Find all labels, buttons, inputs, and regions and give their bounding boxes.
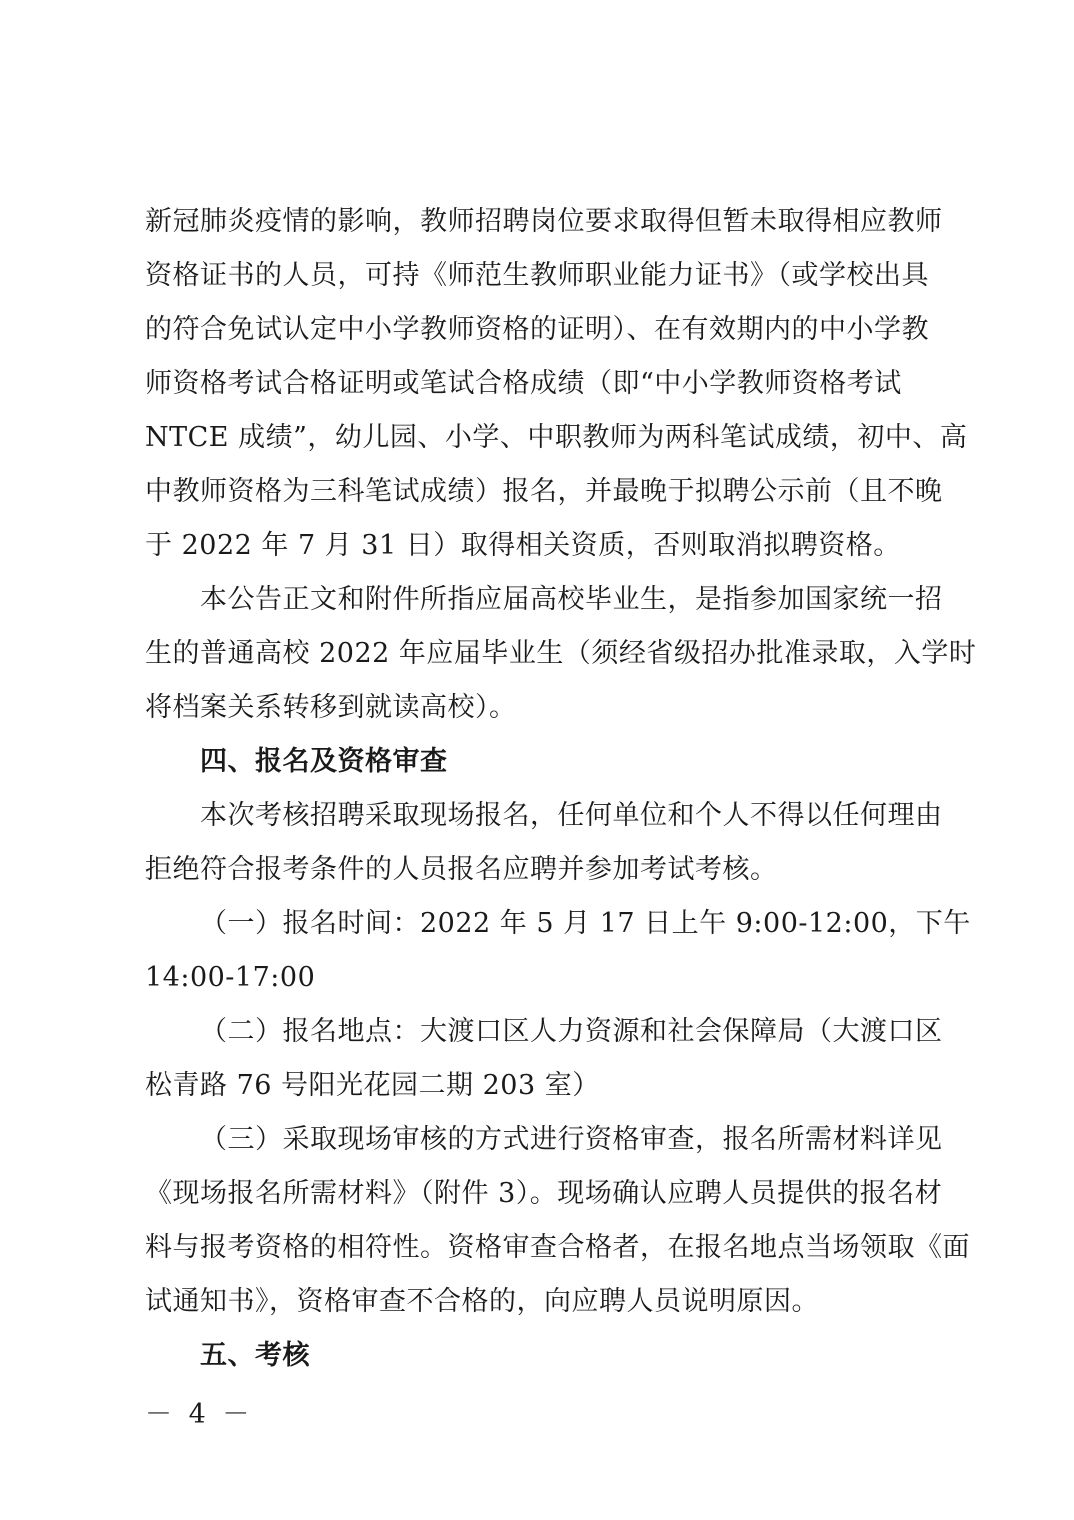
paragraph-line: 本次考核招聘采取现场报名，任何单位和个人不得以任何理由 <box>200 800 943 831</box>
page-number: － 4 － <box>145 1399 254 1430</box>
paragraph-line: 生的普通高校 2022 年应届毕业生（须经省级招办批准录取，入学时 <box>145 638 977 669</box>
paragraph-line: （一）报名时间：2022 年 5 月 17 日上午 9:00-12:00，下午 <box>200 908 971 939</box>
paragraph-line: 新冠肺炎疫情的影响，教师招聘岗位要求取得但暂未取得相应教师 <box>145 206 943 237</box>
paragraph-line: 《现场报名所需材料》（附件 3）。现场确认应聘人员提供的报名材 <box>145 1178 943 1209</box>
paragraph-line: 资格证书的人员，可持《师范生教师职业能力证书》（或学校出具 <box>145 260 929 291</box>
paragraph-line: 的符合免试认定中小学教师资格的证明）、在有效期内的中小学教 <box>145 314 929 345</box>
paragraph-line: 本公告正文和附件所指应届高校毕业生，是指参加国家统一招 <box>200 584 943 615</box>
paragraph-line: 将档案关系转移到就读高校）。 <box>145 692 517 723</box>
paragraph-line: 拒绝符合报考条件的人员报名应聘并参加考试考核。 <box>145 854 778 885</box>
paragraph-line: 中教师资格为三科笔试成绩）报名，并最晚于拟聘公示前（且不晚 <box>145 476 943 507</box>
paragraph-line: 试通知书》，资格审查不合格的，向应聘人员说明原因。 <box>145 1286 819 1317</box>
paragraph-line: 于 2022 年 7 月 31 日）取得相关资质，否则取消拟聘资格。 <box>145 530 901 561</box>
section-heading: 五、考核 <box>200 1340 310 1371</box>
paragraph-line: （三）采取现场审核的方式进行资格审查，报名所需材料详见 <box>200 1124 943 1155</box>
paragraph-line: （二）报名地点：大渡口区人力资源和社会保障局（大渡口区 <box>200 1016 943 1047</box>
paragraph-line: NTCE 成绩”，幼儿园、小学、中职教师为两科笔试成绩，初中、高 <box>145 422 968 453</box>
paragraph-line: 14:00-17:00 <box>145 962 316 993</box>
paragraph-line: 料与报考资格的相符性。资格审查合格者，在报名地点当场领取《面 <box>145 1232 970 1263</box>
paragraph-line: 松青路 76 号阳光花园二期 203 室） <box>145 1070 600 1101</box>
paragraph-line: 师资格考试合格证明或笔试合格成绩（即“中小学教师资格考试 <box>145 368 902 399</box>
section-heading: 四、报名及资格审查 <box>200 746 448 777</box>
